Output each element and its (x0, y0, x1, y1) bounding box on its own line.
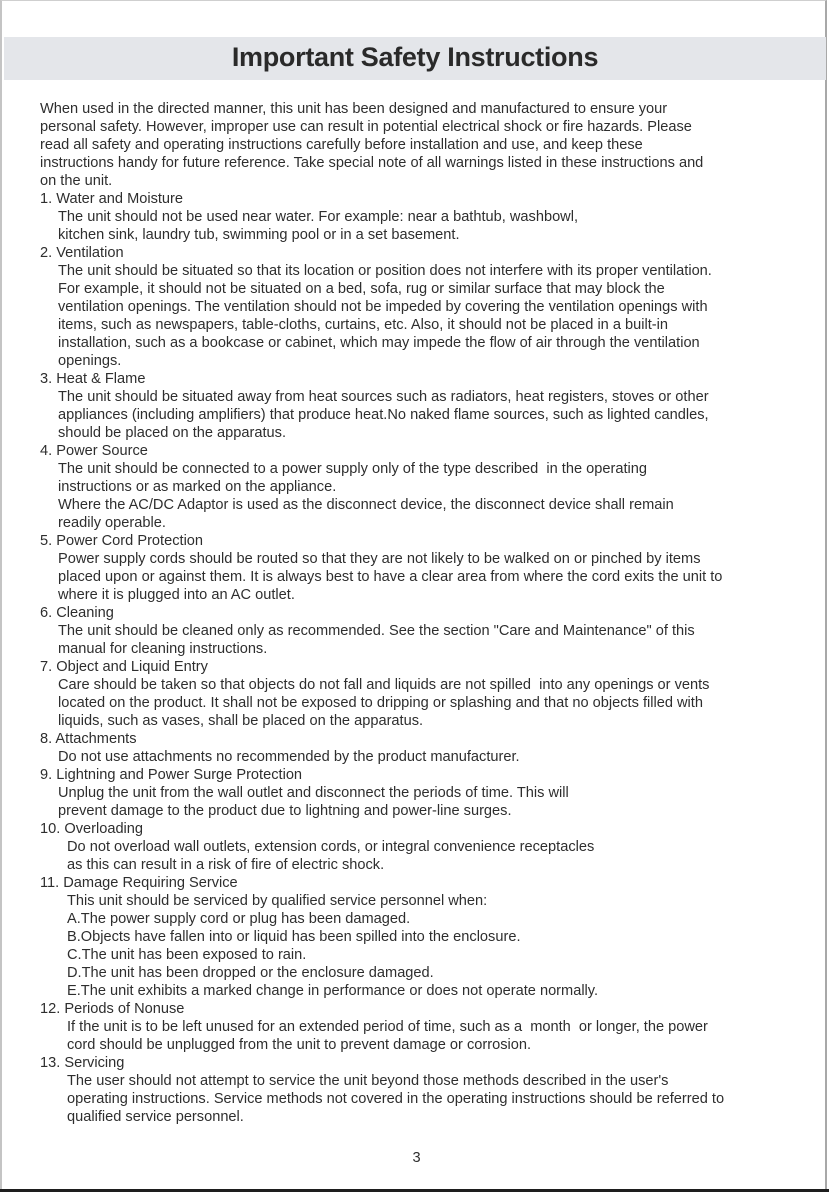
page-title: Important Safety Instructions (231, 42, 599, 72)
title-band (4, 37, 826, 80)
section-line: The unit should be connected to a power supply only of the type described in the operating (58, 461, 648, 477)
section-line: openings. (58, 353, 122, 369)
section-heading: 3. Heat & Flame (40, 371, 146, 387)
section-line: A.The power supply cord or plug has been damaged. (67, 911, 411, 927)
section-line: If the unit is to be left unused for an extended period of time, such as a month or longer, the power (67, 1019, 708, 1035)
section-line: The user should not attempt to service the unit beyond those methods described in the user's (67, 1073, 669, 1089)
section-heading: 10. Overloading (40, 821, 144, 837)
section-power-cord-protection (40, 532, 800, 604)
section-power-source (40, 442, 800, 532)
section-ventilation (40, 244, 800, 370)
section-line: kitchen sink, laundry tub, swimming pool or in a set basement. (58, 227, 460, 243)
section-line: located on the product. It shall not be exposed to dripping or splashing and that no objects filled with (58, 695, 703, 711)
section-heading: 1. Water and Moisture (40, 191, 184, 207)
section-line: The unit should be cleaned only as recommended. See the section "Care and Maintenance" of this (58, 623, 695, 639)
section-heading: 11. Damage Requiring Service (40, 875, 238, 891)
section-heading: 9. Lightning and Power Surge Protection (40, 767, 303, 783)
section-heading: 13. Servicing (40, 1055, 125, 1071)
section-damage-requiring-service (40, 874, 800, 1000)
section-periods-of-nonuse (40, 1000, 800, 1054)
section-line: Care should be taken so that objects do not fall and liquids are not spilled into any openings or vents (58, 677, 710, 693)
section-line: ventilation openings. The ventilation should not be impeded by covering the ventilation openings with (58, 299, 708, 315)
intro-line: instructions handy for future reference. Take special note of all warnings listed in these instructions and (40, 155, 704, 171)
section-heading: 6. Cleaning (40, 605, 114, 621)
section-line: as this can result in a risk of fire of electric shock. (67, 857, 385, 873)
section-line: This unit should be serviced by qualified service personnel when: (67, 893, 488, 909)
section-line: The unit should be situated so that its location or position does not interfere with its proper ventilation. (58, 263, 712, 279)
section-lightning-surge (40, 766, 800, 820)
intro-line: personal safety. However, improper use can result in potential electrical shock or fire hazards. Please (40, 119, 692, 135)
section-heading: 4. Power Source (40, 443, 148, 459)
intro-paragraph (40, 100, 800, 190)
section-line: where it is plugged into an AC outlet. (58, 587, 295, 603)
section-line: prevent damage to the product due to lightning and power-line surges. (58, 803, 512, 819)
section-line: liquids, such as vases, shall be placed on the apparatus. (58, 713, 424, 729)
section-heading: 2. Ventilation (40, 245, 124, 261)
section-object-liquid-entry (40, 658, 800, 730)
section-line: cord should be unplugged from the unit to prevent damage or corrosion. (67, 1037, 532, 1053)
section-line: Power supply cords should be routed so that they are not likely to be walked on or pinched by items (58, 551, 701, 567)
section-cleaning (40, 604, 800, 658)
page-number: 3 (412, 1150, 421, 1166)
section-line: readily operable. (58, 515, 166, 531)
section-line: D.The unit has been dropped or the enclosure damaged. (67, 965, 434, 981)
section-line: The unit should be situated away from heat sources such as radiators, heat registers, stoves or other (58, 389, 709, 405)
section-attachments (40, 730, 800, 766)
section-line: instructions or as marked on the appliance. (58, 479, 337, 495)
intro-line: When used in the directed manner, this unit has been designed and manufactured to ensure your (40, 101, 668, 117)
section-line: qualified service personnel. (67, 1109, 244, 1125)
section-line: Where the AC/DC Adaptor is used as the disconnect device, the disconnect device shall remain (58, 497, 674, 513)
section-line: appliances (including amplifiers) that produce heat.No naked flame sources, such as lighted candles, (58, 407, 709, 423)
section-line: Unplug the unit from the wall outlet and disconnect the periods of time. This will (58, 785, 569, 801)
section-heading: 8. Attachments (40, 731, 137, 747)
section-line: Do not overload wall outlets, extension cords, or integral convenience receptacles (67, 839, 595, 855)
section-line: The unit should not be used near water. For example: near a bathtub, washbowl, (58, 209, 579, 225)
section-line: manual for cleaning instructions. (58, 641, 268, 657)
section-water-moisture (40, 190, 800, 244)
intro-line: on the unit. (40, 173, 113, 189)
section-line: E.The unit exhibits a marked change in performance or does not operate normally. (67, 983, 599, 999)
section-line: B.Objects have fallen into or liquid has been spilled into the enclosure. (67, 929, 521, 945)
section-heading: 5. Power Cord Protection (40, 533, 204, 549)
section-line: should be placed on the apparatus. (58, 425, 286, 441)
section-line: Do not use attachments no recommended by the product manufacturer. (58, 749, 520, 765)
section-servicing (40, 1054, 800, 1126)
section-line: operating instructions. Service methods not covered in the operating instructions should be referred to (67, 1091, 725, 1107)
section-line: For example, it should not be situated on a bed, sofa, rug or similar surface that may block the (58, 281, 665, 297)
section-line: placed upon or against them. It is always best to have a clear area from where the cord exits the unit to (58, 569, 723, 585)
instructions-body (40, 100, 800, 1126)
section-overloading (40, 820, 800, 874)
section-line: C.The unit has been exposed to rain. (67, 947, 307, 963)
section-heat-flame (40, 370, 800, 442)
section-heading: 12. Periods of Nonuse (40, 1001, 185, 1017)
section-line: items, such as newspapers, table-cloths, curtains, etc. Also, it should not be placed in a built-in (58, 317, 669, 333)
intro-line: read all safety and operating instructions carefully before installation and use, and keep these (40, 137, 643, 153)
section-line: installation, such as a bookcase or cabinet, which may impede the flow of air through the ventilation (58, 335, 700, 351)
section-heading: 7. Object and Liquid Entry (40, 659, 208, 675)
